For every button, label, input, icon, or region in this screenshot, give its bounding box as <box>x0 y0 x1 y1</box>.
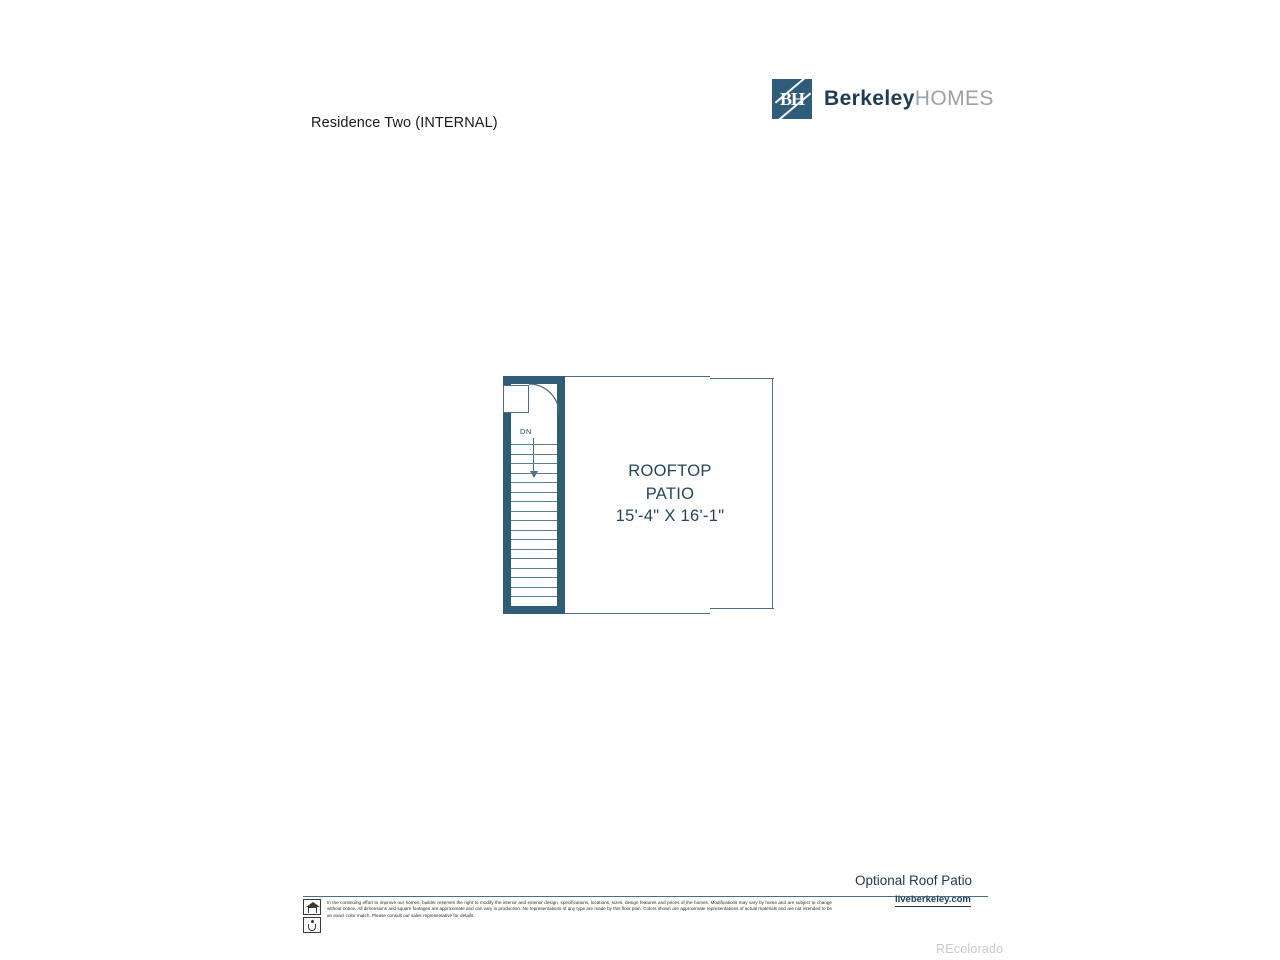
stair-step <box>511 568 557 569</box>
stair-step <box>511 444 557 445</box>
accessibility-icon <box>303 917 321 933</box>
stair-step <box>511 463 557 464</box>
stair-step <box>511 473 557 474</box>
room-name-line-2: PATIO <box>645 484 695 503</box>
stair-step <box>511 587 557 588</box>
room-dimensions: 15'-4" X 16'-1" <box>615 507 725 525</box>
patio-inner-edge-top <box>710 378 774 379</box>
brand-logo <box>772 79 994 119</box>
patio-inner-edge-bottom <box>710 608 774 609</box>
equal-housing-opportunity-icon <box>303 899 321 915</box>
stair-step <box>511 492 557 493</box>
stair-step <box>511 482 557 483</box>
stair-treads <box>511 444 557 606</box>
legal-disclaimer: In the continuing effort to improve our homes, builder reserves the right to modify the interior and exterior design, specifications, locations, sizes, design features and prices of the homes. Modifications may vary by home and are subject to change without notice. All dimensions and square footages are approximate and can vary in production. No representations of any type are made by this floor plan. Colors shown are approximate representations of actual materials and are not intended to be an exact color match. Please consult our sales representative for details. <box>327 900 832 918</box>
floor-plan-drawing <box>495 372 795 620</box>
stair-step <box>511 501 557 502</box>
brand-name-primary: Berkeley <box>824 87 915 110</box>
monogram-text: BH <box>779 88 804 109</box>
footer-caption: Optional Roof Patio <box>855 873 973 888</box>
stair-step <box>511 549 557 550</box>
footer-divider <box>303 896 988 897</box>
door-opening <box>503 385 529 413</box>
website-link[interactable]: liveberkeley.com <box>895 894 971 905</box>
stair-step <box>511 520 557 521</box>
brand-wordmark <box>824 87 994 111</box>
stair-step <box>511 577 557 578</box>
stair-direction-label: DN <box>520 427 532 436</box>
stair-step <box>511 558 557 559</box>
footer-icon-group <box>303 899 325 935</box>
stair-step <box>511 530 557 531</box>
page-title: Residence Two (INTERNAL) <box>311 115 498 131</box>
door-swing-arc-icon <box>529 384 559 414</box>
berkeley-homes-monogram-icon <box>772 79 812 119</box>
room-label <box>590 460 750 528</box>
stair-step <box>511 596 557 597</box>
watermark: REcolorado <box>936 942 1004 956</box>
stair-step <box>511 511 557 512</box>
brand-name-secondary: HOMES <box>914 87 994 110</box>
stair-step <box>511 539 557 540</box>
room-name-line-1: ROOFTOP <box>628 462 712 480</box>
stair-step <box>511 454 557 455</box>
